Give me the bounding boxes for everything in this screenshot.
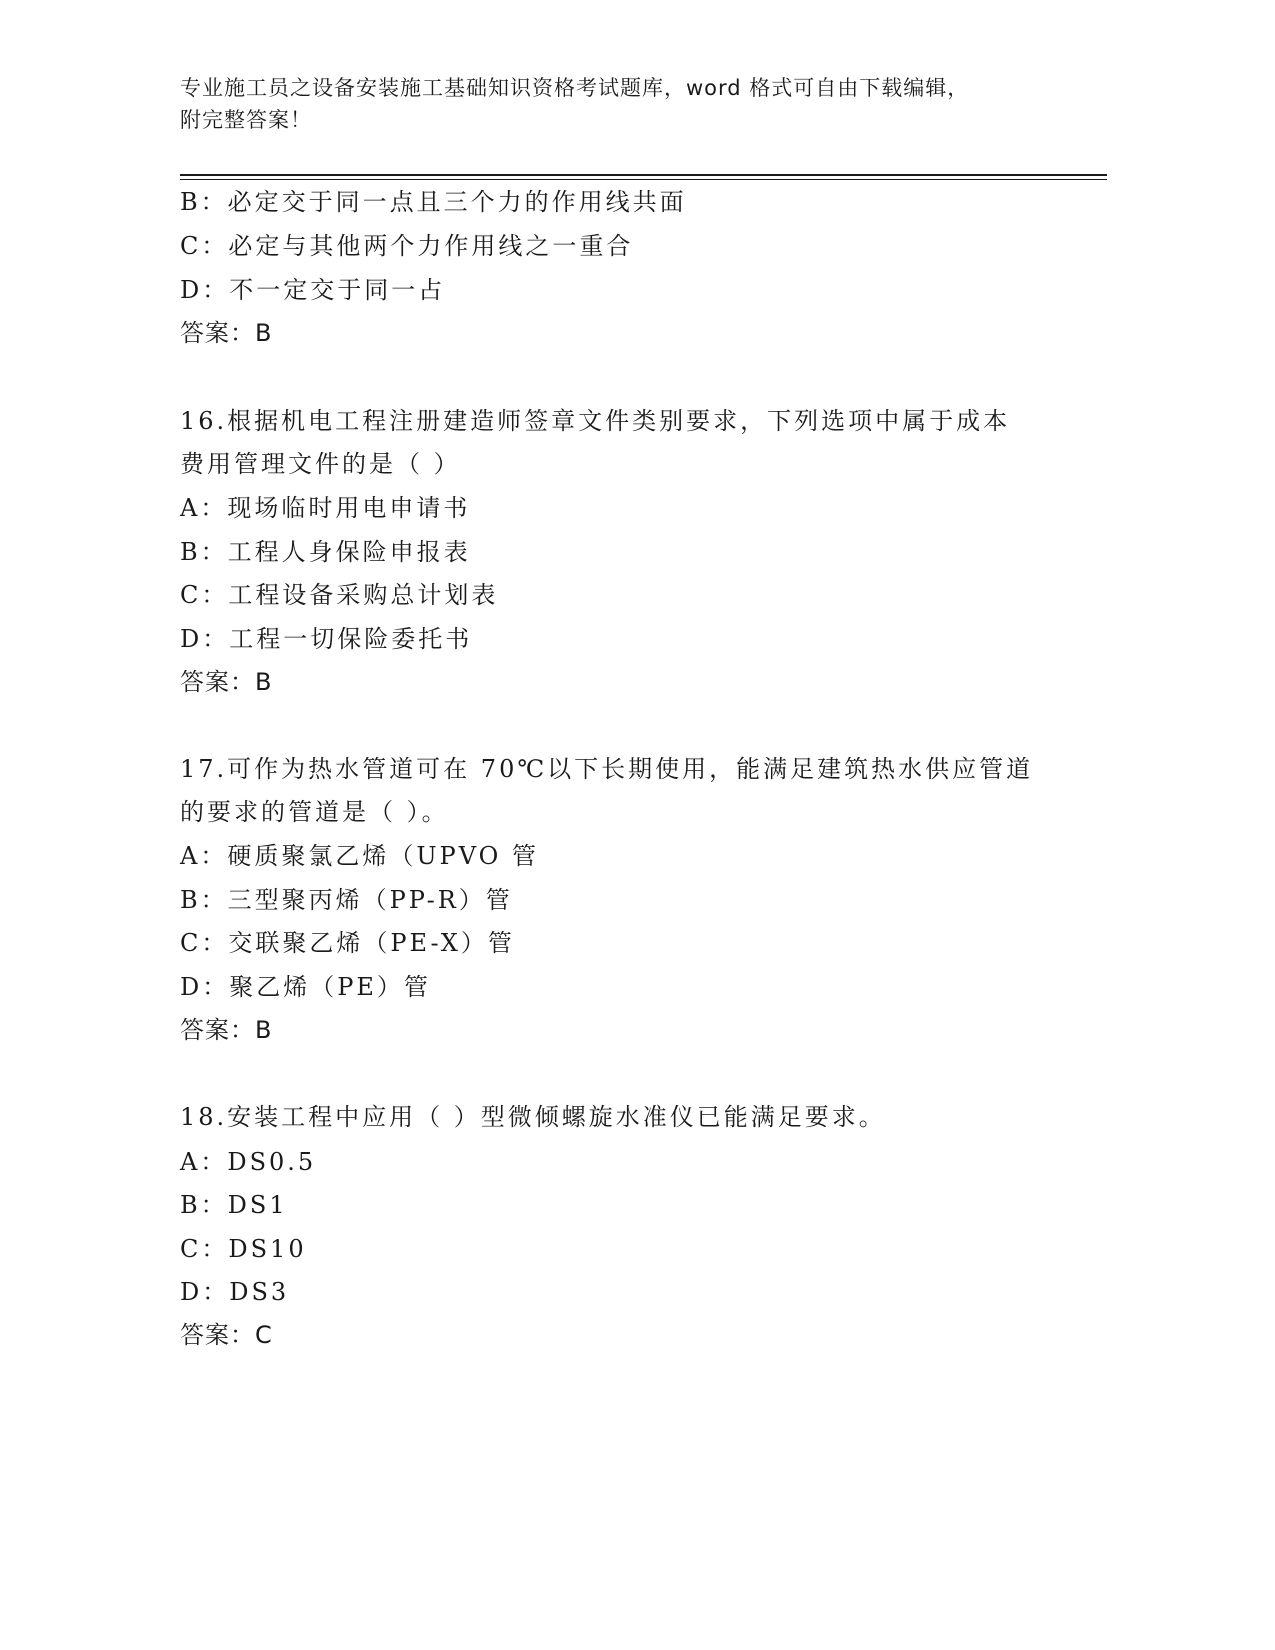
document-header — [180, 72, 1080, 136]
option-line: B：必定交于同一点且三个力的作用线共面 — [180, 188, 687, 216]
option-line: A：现场临时用电申请书 — [180, 494, 471, 522]
option-line: C：DS10 — [180, 1235, 307, 1263]
option-line: A：硬质聚氯乙烯（UPVO 管 — [180, 842, 539, 870]
answer-line: 答案：B — [180, 668, 273, 696]
option-line: D：DS3 — [180, 1278, 290, 1306]
option-line: C：工程设备采购总计划表 — [180, 581, 499, 609]
option-line: D：不一定交于同一占 — [180, 276, 446, 304]
option-line: A：DS0.5 — [180, 1148, 317, 1176]
header-divider-thick — [180, 174, 1107, 176]
question-stem: 费用管理文件的是（ ） — [180, 450, 461, 478]
header-line-1: 专业施工员之设备安装施工基础知识资格考试题库，word 格式可自由下载编辑， — [180, 76, 970, 100]
question-stem: 17.可作为热水管道可在 70℃以下长期使用，能满足建筑热水供应管道 — [180, 755, 1034, 783]
option-line: D：聚乙烯（PE）管 — [180, 973, 431, 1001]
question-stem: 18.安装工程中应用（ ）型微倾螺旋水准仪已能满足要求。 — [180, 1103, 886, 1131]
question-stem: 的要求的管道是（ ）。 — [180, 798, 449, 826]
answer-line: 答案：C — [180, 1321, 273, 1349]
option-line: D：工程一切保险委托书 — [180, 625, 473, 653]
option-line: B：DS1 — [180, 1191, 288, 1219]
header-line-2: 附完整答案！ — [180, 108, 312, 132]
question-stem: 16.根据机电工程注册建造师签章文件类别要求，下列选项中属于成本 — [180, 407, 1011, 435]
option-line: C：交联聚乙烯（PE-X）管 — [180, 929, 515, 957]
option-line: B：工程人身保险申报表 — [180, 538, 471, 566]
header-divider-thin — [180, 179, 1107, 180]
answer-line: 答案：B — [180, 1016, 273, 1044]
option-line: C：必定与其他两个力作用线之一重合 — [180, 232, 634, 260]
answer-line: 答案：B — [180, 319, 273, 347]
option-line: B：三型聚丙烯（PP-R）管 — [180, 886, 513, 914]
